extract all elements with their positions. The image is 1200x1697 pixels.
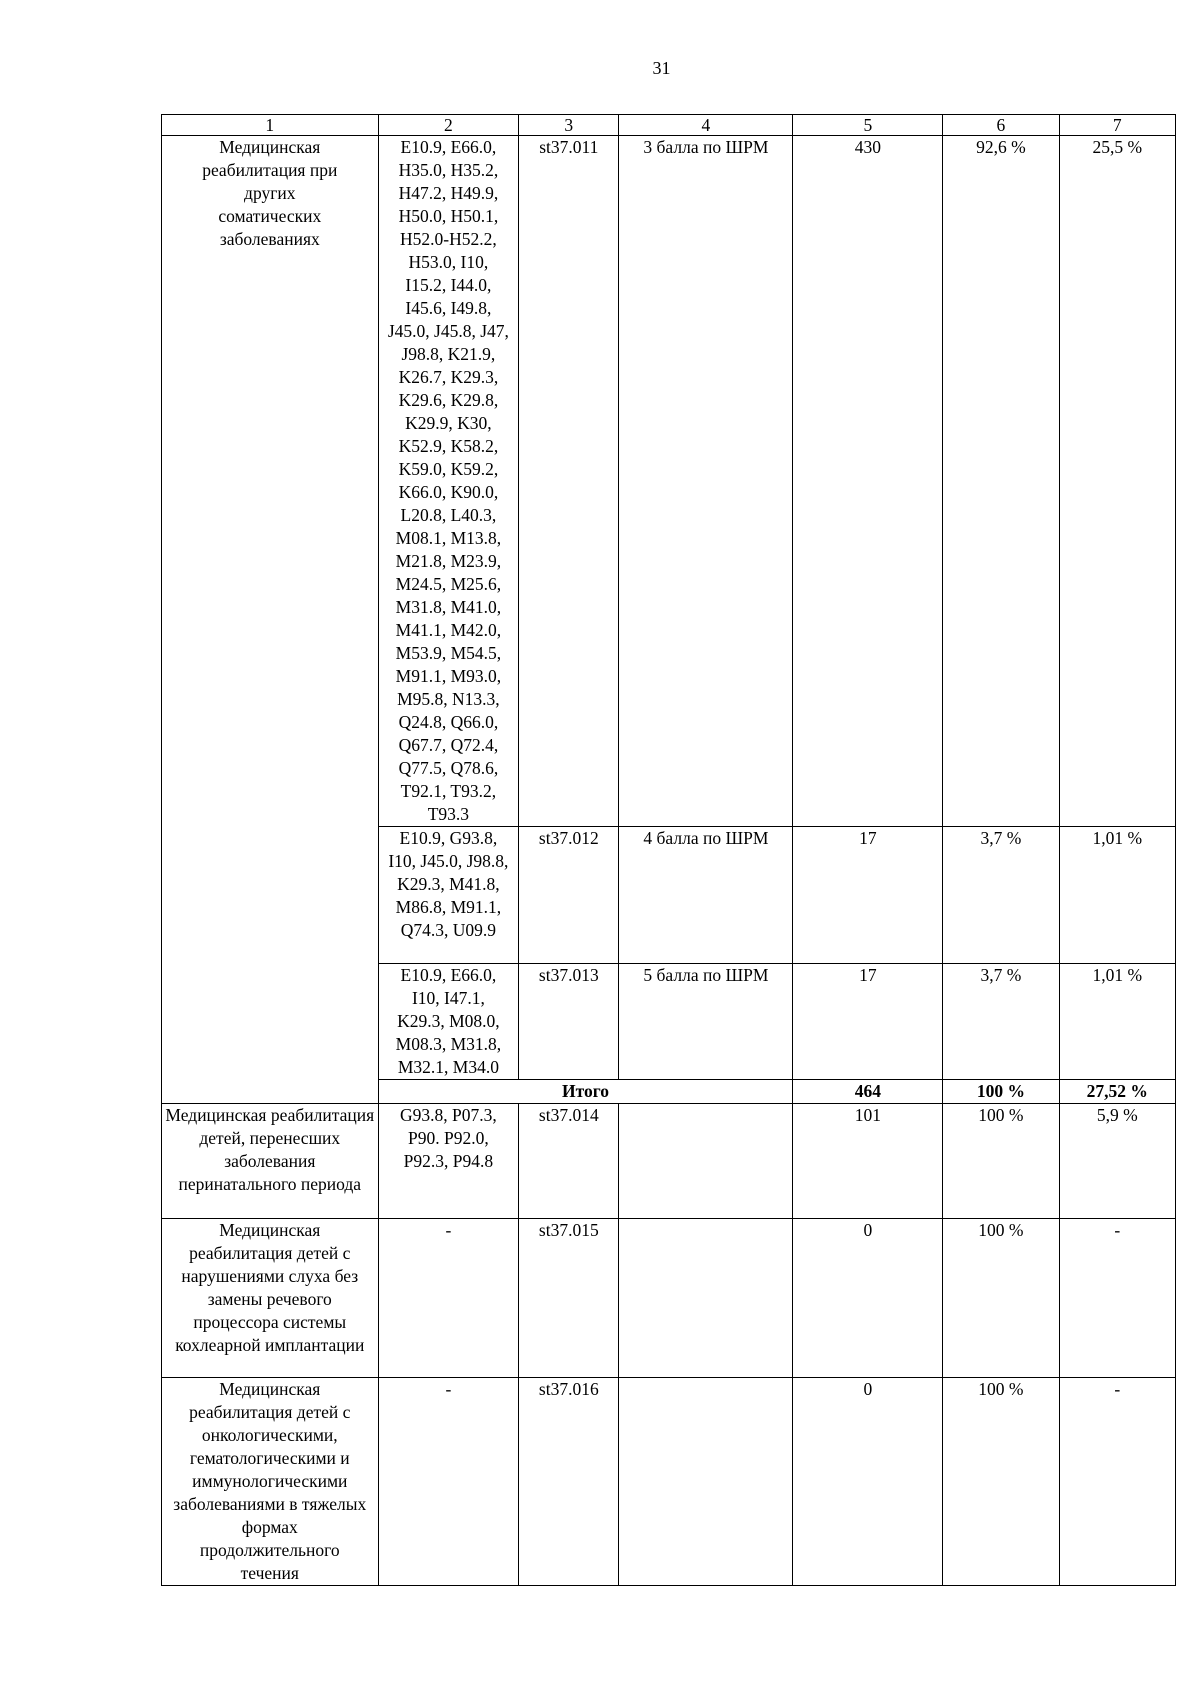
table-row xyxy=(162,136,1176,827)
group-name-cell xyxy=(162,1378,379,1586)
total-share: 1,01 % xyxy=(1059,827,1175,964)
ksg-code: st37.014 xyxy=(519,1104,619,1219)
header-cell: 3 xyxy=(519,115,619,136)
header-cell: 2 xyxy=(378,115,519,136)
diagnosis-codes-cell xyxy=(378,1104,519,1219)
table-row xyxy=(162,1219,1176,1378)
group-name-cell xyxy=(162,136,379,1104)
rehab-scale xyxy=(619,1219,793,1378)
total-overall-share: 27,52 % xyxy=(1059,1080,1175,1104)
group-share: 100 % xyxy=(943,1378,1059,1586)
group-name: Медицинская реабилитация детей с онкологическими, гематологическими и иммунологическими заболеваниями в тяжелых формах продолжительного течения xyxy=(173,1379,367,1583)
group-name-cell xyxy=(162,1219,379,1378)
case-count: 0 xyxy=(793,1378,943,1586)
rehab-scale: 3 балла по ШРМ xyxy=(619,136,793,827)
table-row xyxy=(162,1378,1176,1586)
header-cell: 4 xyxy=(619,115,793,136)
case-count: 17 xyxy=(793,827,943,964)
diagnosis-codes-cell xyxy=(378,827,519,964)
group-name: Медицинская реабилитация детей с нарушениями слуха без замены речевого процессора системы кохлеарной имплантации xyxy=(175,1220,365,1355)
total-share: - xyxy=(1059,1378,1175,1586)
table-row xyxy=(162,1104,1176,1219)
group-share: 100 % xyxy=(943,1219,1059,1378)
diagnosis-codes: - xyxy=(378,1219,519,1378)
rehab-table xyxy=(161,114,1176,1586)
case-count: 0 xyxy=(793,1219,943,1378)
total-label: Итого xyxy=(378,1080,793,1104)
total-share: - xyxy=(1059,1219,1175,1378)
ksg-code: st37.015 xyxy=(519,1219,619,1378)
diagnosis-codes-cell xyxy=(378,964,519,1080)
rehab-scale xyxy=(619,1378,793,1586)
total-share: 5,9 % xyxy=(1059,1104,1175,1219)
rehab-scale: 5 балла по ШРМ xyxy=(619,964,793,1080)
total-share: 25,5 % xyxy=(1059,136,1175,827)
header-cell: 7 xyxy=(1059,115,1175,136)
case-count: 430 xyxy=(793,136,943,827)
rehab-scale: 4 балла по ШРМ xyxy=(619,827,793,964)
group-share: 3,7 % xyxy=(943,964,1059,1080)
ksg-code: st37.012 xyxy=(519,827,619,964)
rehab-scale xyxy=(619,1104,793,1219)
ksg-code: st37.016 xyxy=(519,1378,619,1586)
total-group-share: 100 % xyxy=(943,1080,1059,1104)
diagnosis-codes: G93.8, P07.3, P90. P92.0, P92.3, P94.8 xyxy=(400,1105,497,1171)
diagnosis-codes: - xyxy=(378,1378,519,1586)
ksg-code: st37.013 xyxy=(519,964,619,1080)
group-name: Медицинская реабилитация при других соматических заболеваниях xyxy=(202,137,338,249)
group-name: Медицинская реабилитация детей, перенесших заболевания перинатального периода xyxy=(165,1105,375,1194)
case-count: 101 xyxy=(793,1104,943,1219)
total-count: 464 xyxy=(793,1080,943,1104)
diagnosis-codes: E10.9, G93.8, I10, J45.0, J98.8, K29.3, M41.8, M86.8, M91.1, Q74.3, U09.9 xyxy=(388,828,509,940)
header-row xyxy=(162,115,1176,136)
group-share: 3,7 % xyxy=(943,827,1059,964)
diagnosis-codes: E10.9, E66.0, I10, I47.1, K29.3, M08.0, M08.3, M31.8, M32.1, M34.0 xyxy=(395,965,502,1077)
case-count: 17 xyxy=(793,964,943,1080)
group-name-cell xyxy=(162,1104,379,1219)
ksg-code: st37.011 xyxy=(519,136,619,827)
diagnosis-codes-cell xyxy=(378,136,519,827)
group-share: 92,6 % xyxy=(943,136,1059,827)
header-cell: 5 xyxy=(793,115,943,136)
header-cell: 6 xyxy=(943,115,1059,136)
header-cell: 1 xyxy=(162,115,379,136)
page-number: 31 xyxy=(652,58,671,78)
diagnosis-codes: E10.9, E66.0, H35.0, H35.2, H47.2, H49.9, H50.0, H50.1, H52.0-H52.2, H53.0, I10, I15.2, I44.0, I45.6, I49.8, J45.0, J45.8, J47, J98.8, K21.9, K26.7, K29.3, K29.6, K29.8, K29.9, K30, K52.9, K58.2, K59.0, K59.2, K66.0, K90.0, L20.8, L40.3, M08.1, M13.8, M21.8, M23.9, M24.5, M25.6, M31.8, M41.0, M41.1, M42.0, M53.9, M54.5, M91.1, M93.0, M95.8, N13.3, Q24.8, Q66.0, Q67.7, Q72.4, Q77.5, Q78.6, T92.1, T93.2, T93.3 xyxy=(387,137,509,824)
group-share: 100 % xyxy=(943,1104,1059,1219)
total-share: 1,01 % xyxy=(1059,964,1175,1080)
